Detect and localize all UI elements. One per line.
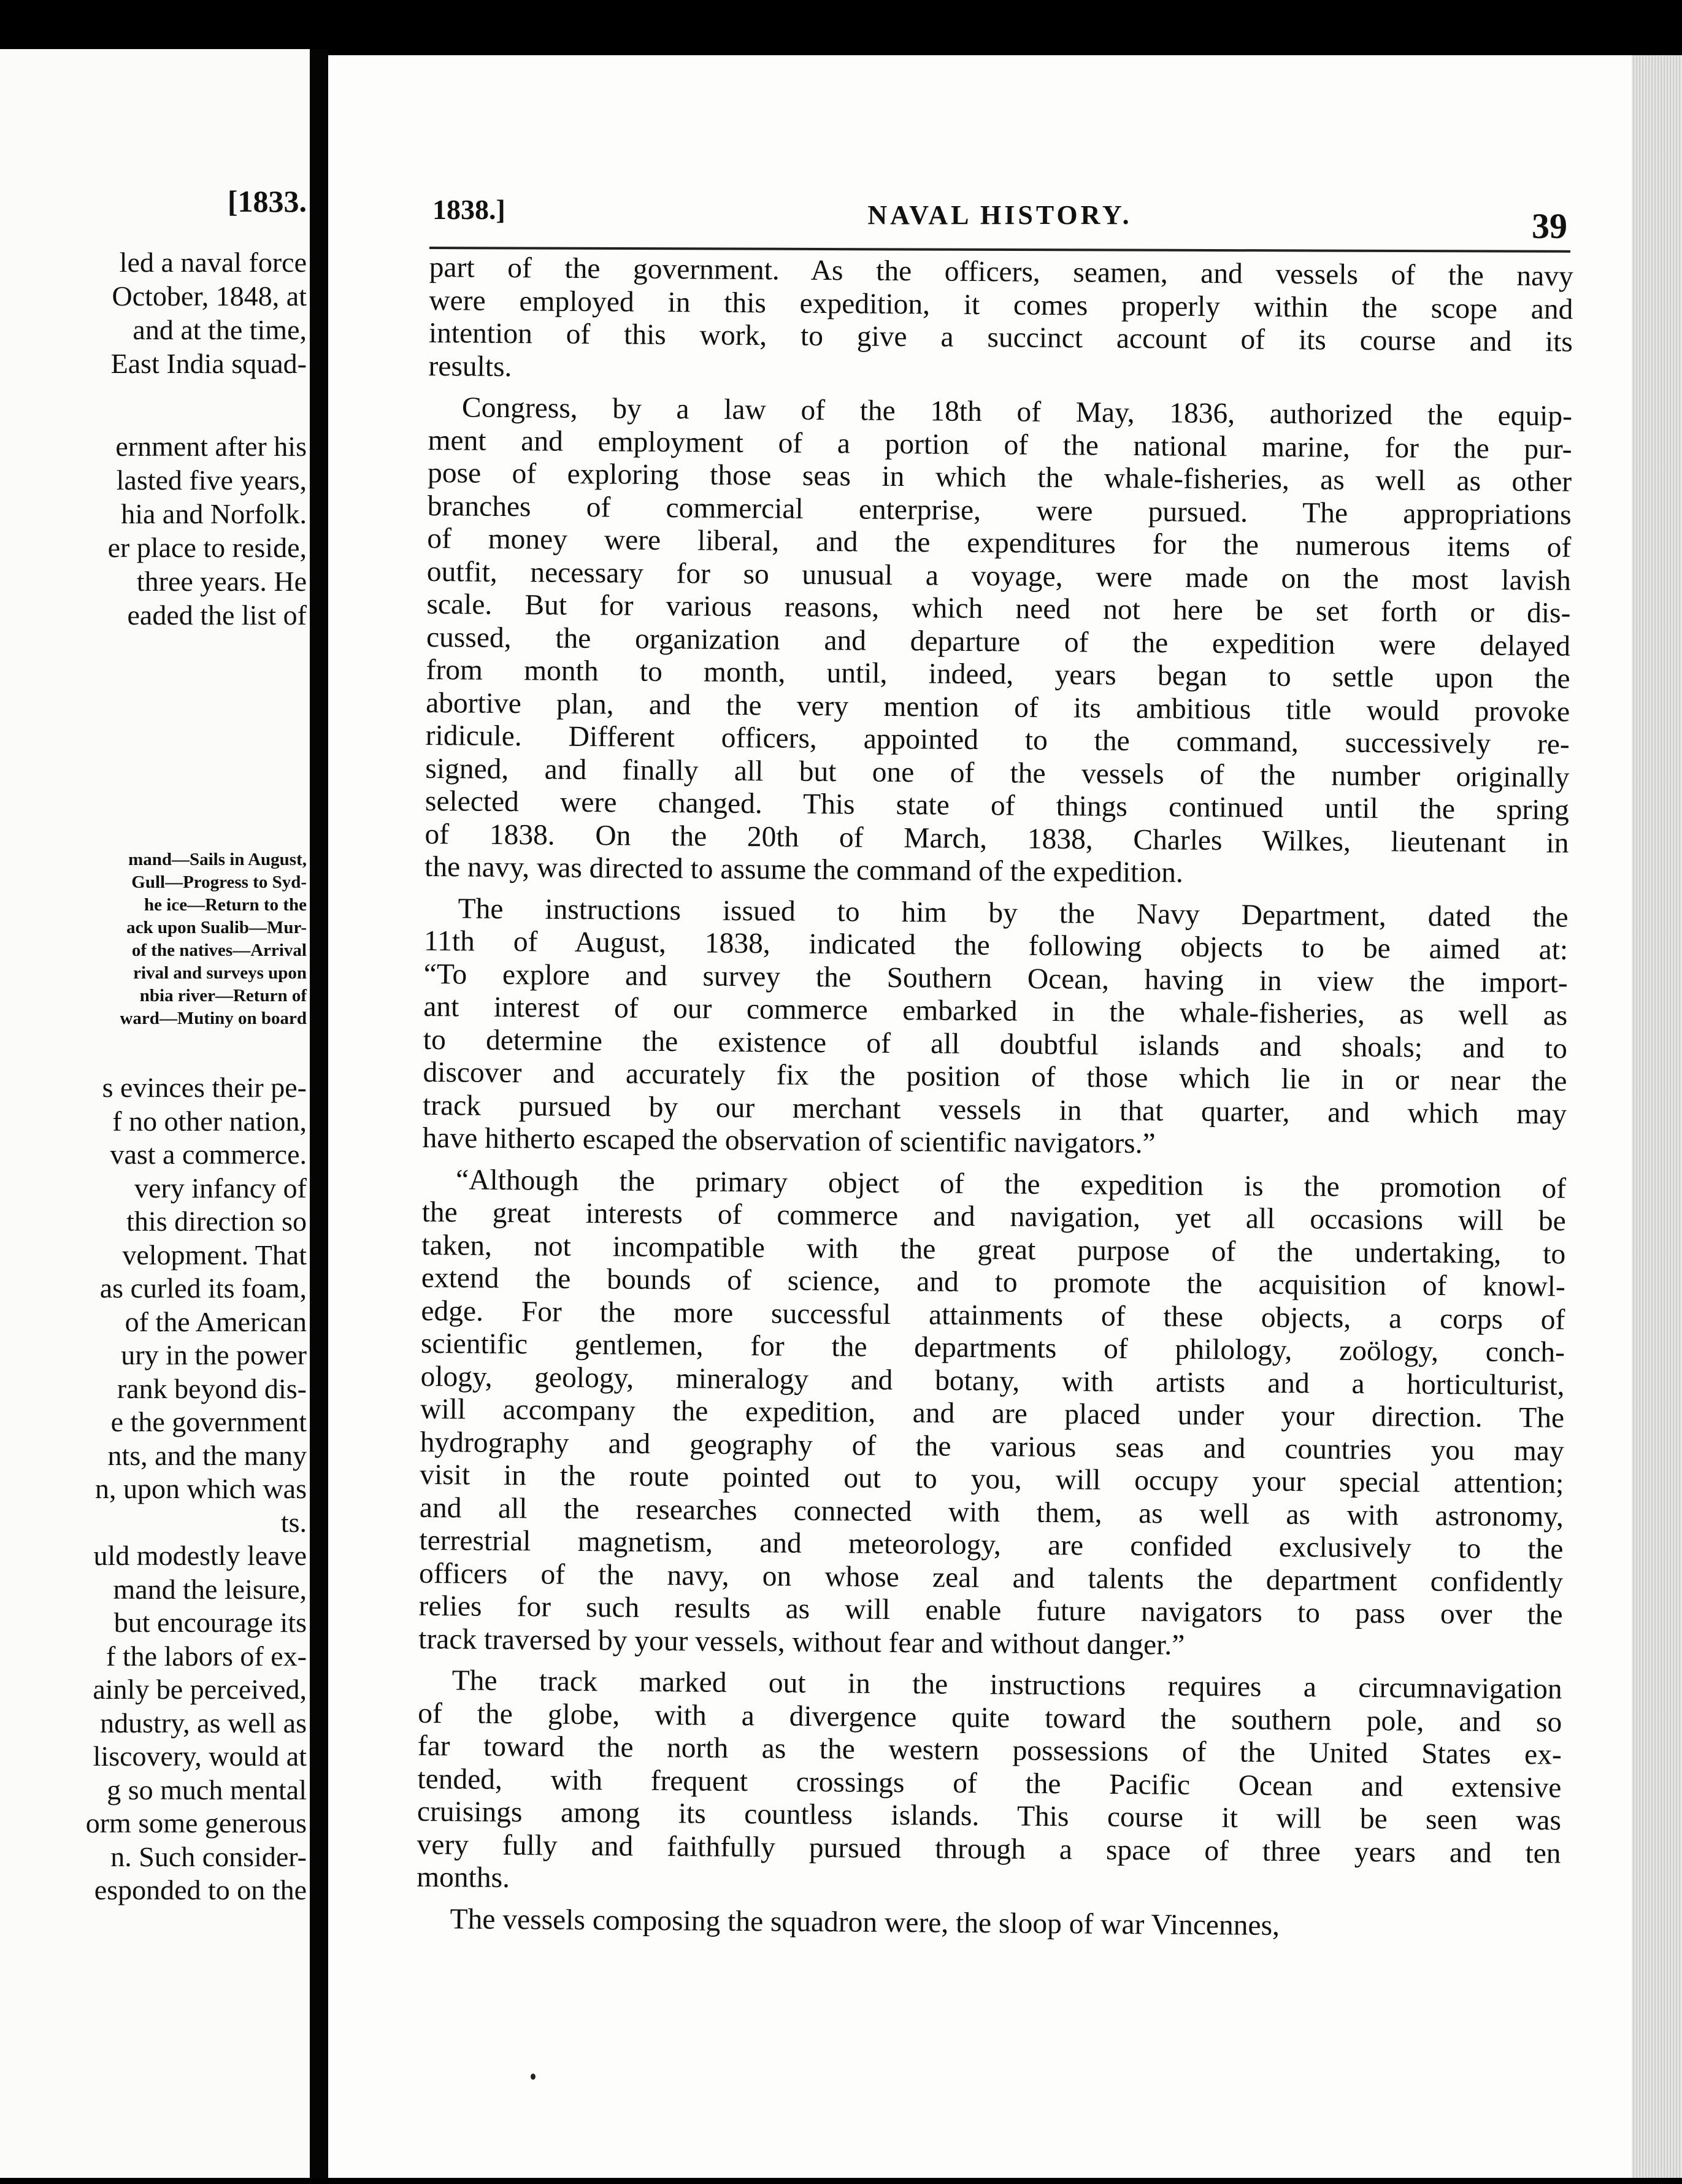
text-line: edge. For the more successful attainments of these objects, a corps of [421,1294,1565,1336]
text-line: far toward the north as the western possessions of the United States ex- [417,1729,1562,1771]
previous-page-line: lasted five years, [116,464,307,496]
text-line: terrestrial magnetism, and meteorology, are confided exclusively to the [419,1524,1564,1566]
text-line: relies for such results as will enable future navigators to pass over the [418,1590,1563,1631]
previous-page-line: n. Such consider- [110,1840,307,1872]
text-line: intention of this work, to give a succinct account of its course and its [428,317,1573,358]
previous-page-line: uld modestly leave [93,1540,307,1571]
previous-page-line: and at the time, [132,314,307,345]
previous-page-summary-line: ack upon Sualib—Mur- [126,918,307,937]
book-gutter [310,49,328,2178]
text-line: visit in the route pointed out to you, will occupy your special attention; [420,1458,1564,1500]
text-line: 11th of August, 1838, indicated the following objects to be aimed at: [423,925,1569,966]
ink-speck [531,2074,536,2080]
previous-page-summary-line: Gull—Progress to Syd- [131,872,307,892]
previous-page-line: ury in the power [121,1339,307,1371]
paragraph [424,391,1572,893]
previous-page-line: rank beyond dis- [117,1372,307,1404]
text-line: branches of commercial enterprise, were pursued. The appropriations [427,490,1572,531]
previous-page-line: ainly be perceived, [93,1674,307,1705]
text-line: signed, and finally all but one of the vessels of the number originally [425,752,1570,794]
previous-page-line: eaded the list of [127,599,307,631]
text-line: ology, geology, mineralogy and botany, with artists and a horticulturist, [420,1360,1565,1402]
previous-page-line: as curled its foam, [99,1272,307,1304]
previous-page-line: hia and Norfolk. [121,498,307,529]
previous-page-summary-line: ward—Mutiny on board [120,1009,307,1028]
previous-page-running-head: [1833. [227,184,307,218]
text-line: outfit, necessary for so unusual a voyage, were made on the most lavish [426,555,1572,597]
text-line: cussed, the organization and departure of the expedition were delayed [426,621,1571,663]
previous-page-summary-line: of the natives—Arrival [131,940,307,960]
previous-page-line: liscovery, would at [93,1740,307,1772]
text-line: scientific gentlemen, for the departments of philology, zoölogy, conch- [420,1327,1565,1369]
previous-page-line: e the government [110,1406,307,1437]
text-line: The instructions issued to him by the Navy Department, dated the [458,892,1569,934]
page-39 [328,55,1632,2178]
previous-page-line: East India squad- [110,348,307,379]
previous-page-line: three years. He [136,566,307,597]
previous-page-line: s evinces their pe- [102,1072,307,1103]
header-rule [429,247,1570,253]
text-line: were employed in this expedition, it comes properly within the scope and [429,284,1573,326]
previous-page-line: mand the leisure, [113,1573,307,1605]
text-line: very fully and faithfully pursued through a space of three years and ten [417,1828,1561,1870]
text-line: of money were liberal, and the expenditures for the numerous items of [427,522,1572,564]
previous-page-line: led a naval force [119,247,307,278]
previous-page-line: vast a commerce. [110,1139,307,1170]
previous-page-line: f the labors of ex- [106,1640,307,1672]
text-line: cruisings among its countless islands. This course it will be seen was [417,1795,1562,1837]
text-line: months. [416,1861,510,1894]
paragraph [422,892,1568,1164]
text-line: part of the government. As the officers, seamen, and vessels of the navy [429,252,1573,293]
text-line: results. [428,350,512,383]
text-line: abortive plan, and the very mention of its ambitious title would provoke [426,686,1570,728]
text-line: The track marked out in the instructions requires a circumnavigation [451,1664,1562,1705]
text-line: ment and employment of a portion of the national marine, for the pur- [428,424,1572,466]
paragraph [417,1664,1562,1903]
page-edges [1632,55,1682,2178]
previous-page-line: n, upon which was [95,1473,307,1504]
body-text [416,252,1573,1945]
text-line: and all the researches connected with them, as well as with astronomy, [419,1491,1564,1533]
previous-page-line: very infancy of [134,1172,307,1204]
text-line: track traversed by your vessels, without fear and without danger.” [418,1623,1185,1661]
text-line: Congress, by a law of the 18th of May, 1836, authorized the equip- [461,391,1573,433]
text-line: scale. But for various reasons, which need not here be set forth or dis- [426,588,1571,629]
previous-page-line: but encourage its [113,1607,307,1638]
previous-page-line: orm some generous [85,1807,307,1839]
running-head-year: 1838.] [432,194,505,225]
previous-page-line: October, 1848, at [112,280,307,312]
text-line: will accompany the expedition, and are placed under your direction. The [420,1393,1565,1434]
previous-page-line: esponded to on the [94,1874,307,1905]
previous-page-line: velopment. That [122,1239,307,1271]
text-line: selected were changed. This state of things continued until the spring [424,785,1570,826]
previous-page-line: f no other nation, [112,1105,307,1137]
text-line: hydrography and geography of the various seas and countries you may [420,1426,1564,1467]
previous-page-summary-line: nbia river—Return of [139,986,307,1005]
text-line: from month to month, until, indeed, years began to settle upon the [426,653,1570,695]
text-line: the great interests of commerce and navigation, yet all occasions will be [421,1196,1566,1237]
text-line: to determine the existence of all doubtful islands and shoals; and to [423,1023,1568,1065]
text-line: have hitherto escaped the observation of scientific navigators.” [422,1121,1156,1160]
paragraph [428,252,1573,392]
page-number: 39 [1532,206,1567,246]
text-line: “To explore and survey the Southern Ocean, having in view the import- [423,958,1568,999]
text-line: extend the bounds of science, and to promote the acquisition of knowl- [421,1261,1566,1303]
previous-page-summary-line: he ice—Return to the [144,895,307,915]
running-head-title: NAVAL HISTORY. [867,200,1132,230]
previous-page-line: g so much mental [107,1774,307,1805]
text-line: track pursued by our merchant vessels in that quarter, and which may [422,1089,1567,1131]
text-line: the navy, was directed to assume the command of the expedition. [424,850,1184,889]
text-line: of the globe, with a divergence quite toward the southern pole, and so [418,1697,1562,1739]
previous-page-summary-line: rival and surveys upon [133,963,307,983]
previous-page-line: ndustry, as well as [100,1707,307,1739]
previous-page-summary-line: mand—Sails in August, [128,850,307,869]
text-line: The vessels composing the squadron were, the sloop of war Vincennes, [450,1902,1280,1942]
text-line: tended, with frequent crossings of the Pacific Ocean and extensive [417,1763,1562,1804]
text-line: ridicule. Different officers, appointed to the command, successively re- [425,719,1570,761]
text-line: ant interest of our commerce embarked in the whale-fisheries, as well as [423,990,1568,1032]
previous-page-line: this direction so [126,1205,307,1237]
text-line: of 1838. On the 20th of March, 1838, Charles Wilkes, lieutenant in [424,818,1569,859]
text-line: pose of exploring those seas in which the whale-fisheries, as well as other [427,456,1572,498]
text-line: discover and accurately fix the position of those which lie in or near the [423,1056,1567,1098]
previous-page-line: nts, and the many [107,1439,307,1471]
previous-page-line: of the American [125,1305,307,1337]
previous-page-line: ernment after his [115,431,307,462]
previous-page-line: ts. [280,1506,307,1538]
text-line: officers of the navy, on whose zeal and talents the department confidently [418,1557,1564,1599]
text-line: “Although the primary object of the expedition is the promotion of [455,1163,1567,1205]
previous-page-fragment [0,49,310,2178]
running-header [432,193,1567,246]
paragraph [418,1163,1566,1664]
previous-page-line: er place to reside, [107,532,307,563]
text-line: taken, not incompatible with the great purpose of the undertaking, to [421,1229,1566,1271]
